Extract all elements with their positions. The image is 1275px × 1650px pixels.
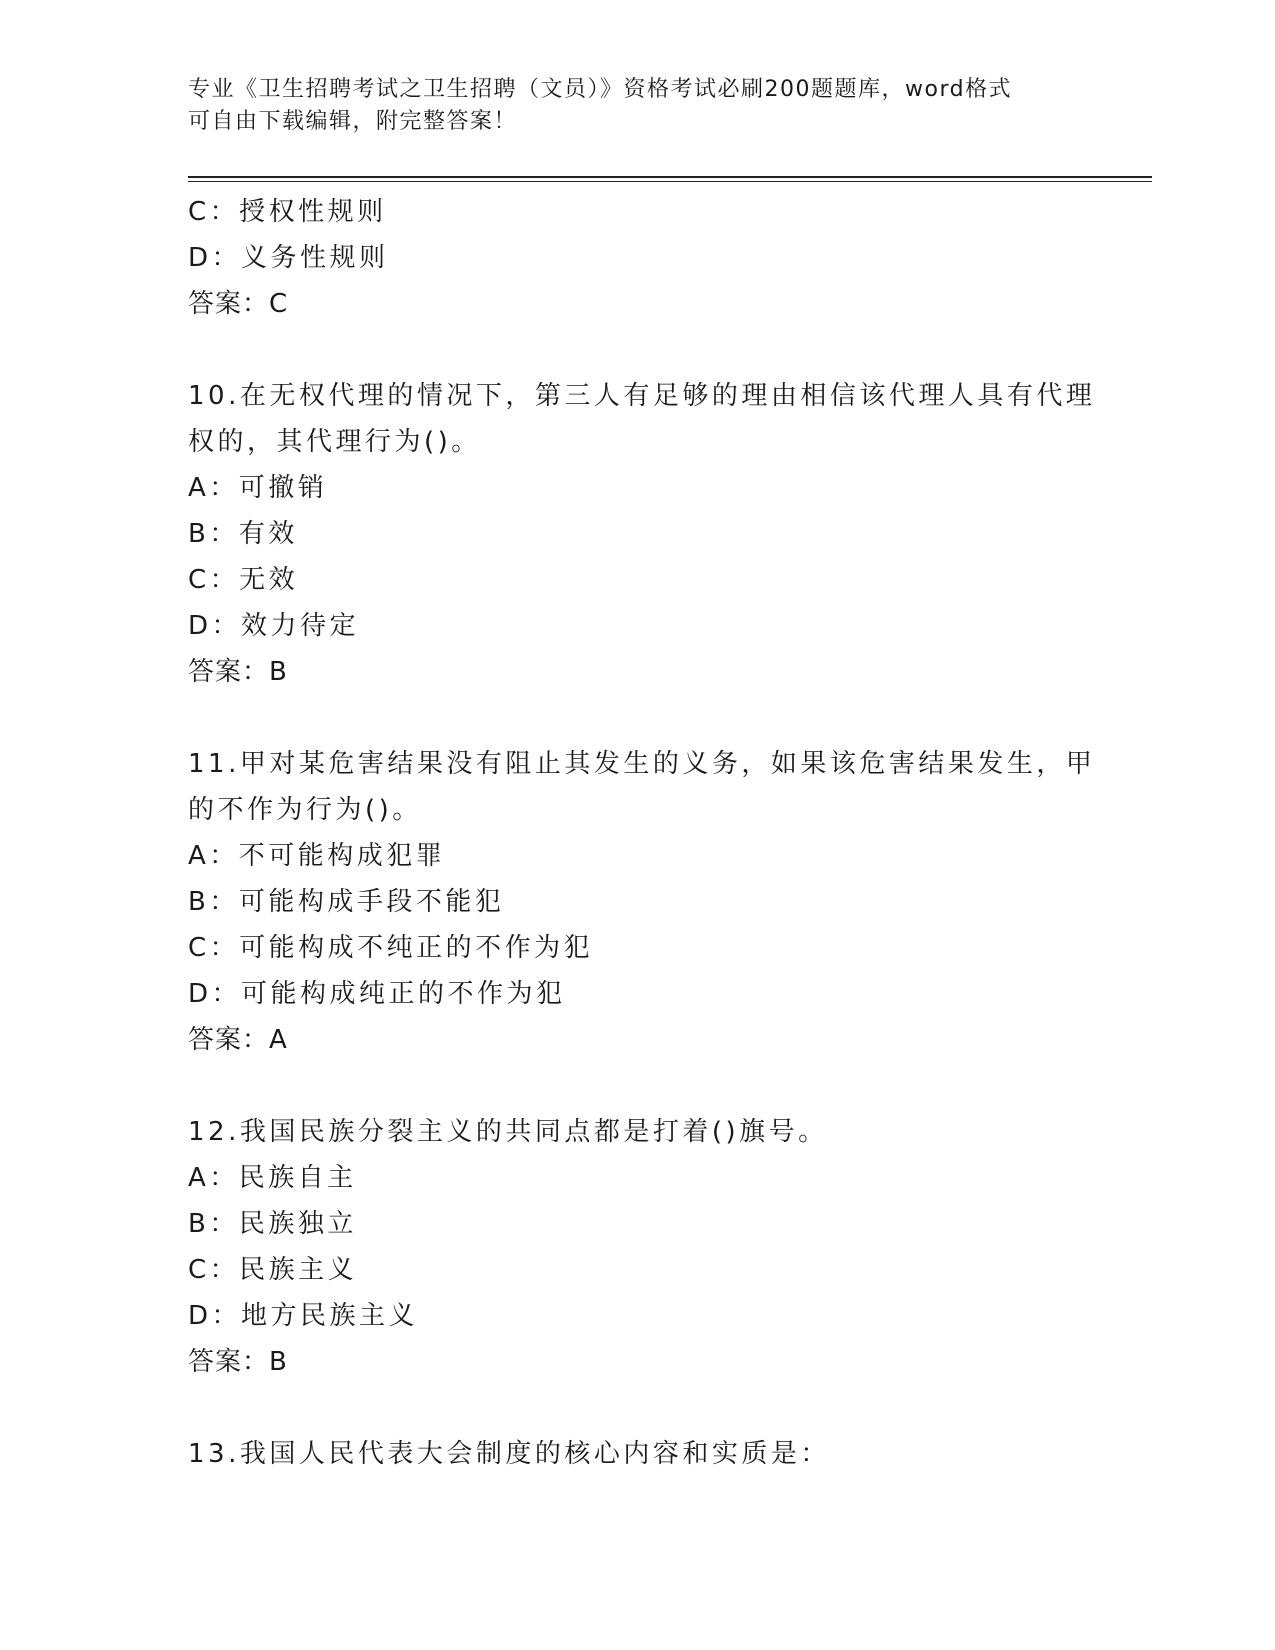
question-text-line: 12.我国民族分裂主义的共同点都是打着()旗号。: [188, 1117, 828, 1147]
option-b: B：有效: [188, 519, 298, 549]
option-b: B：可能构成手段不能犯: [188, 887, 505, 917]
answer-line: 答案：B: [188, 1347, 288, 1377]
option-a: A：可撤销: [188, 473, 328, 503]
question-text-line: 权的，其代理行为()。: [188, 427, 481, 457]
question-10: [188, 373, 1096, 695]
answer-line: 答案：B: [188, 657, 288, 687]
option-c: C：授权性规则: [188, 197, 387, 227]
question-11: [188, 741, 1096, 1063]
header-line-2: 可自由下载编辑，附完整答案！: [188, 109, 518, 134]
partial-question: [188, 189, 1088, 327]
answer-line: 答案：C: [188, 289, 289, 319]
option-d: D：义务性规则: [188, 243, 389, 273]
option-c: C：可能构成不纯正的不作为犯: [188, 933, 594, 963]
question-text-line: 13.我国人民代表大会制度的核心内容和实质是：: [188, 1439, 830, 1469]
question-text-line: 的不作为行为()。: [188, 795, 422, 825]
question-text-line: 11.甲对某危害结果没有阻止其发生的义务，如果该危害结果发生，甲: [188, 749, 1096, 779]
answer-line: 答案：A: [188, 1025, 288, 1055]
option-b: B：民族独立: [188, 1209, 357, 1239]
header-divider: [188, 176, 1152, 182]
question-13: [188, 1431, 1088, 1477]
document-header: [188, 74, 1068, 138]
option-d: D：效力待定: [188, 611, 360, 641]
question-text-line: 10.在无权代理的情况下，第三人有足够的理由相信该代理人具有代理: [188, 381, 1096, 411]
header-line-1: 专业《卫生招聘考试之卫生招聘（文员）》资格考试必刷200题题库，word格式: [188, 77, 1013, 102]
question-list: [188, 189, 1096, 1477]
option-a: A：民族自主: [188, 1163, 357, 1193]
option-c: C：民族主义: [188, 1255, 358, 1285]
question-12: [188, 1109, 1088, 1385]
option-c: C：无效: [188, 565, 299, 595]
option-a: A：不可能构成犯罪: [188, 841, 446, 871]
option-d: D：地方民族主义: [188, 1301, 419, 1331]
option-d: D：可能构成纯正的不作为犯: [188, 979, 566, 1009]
